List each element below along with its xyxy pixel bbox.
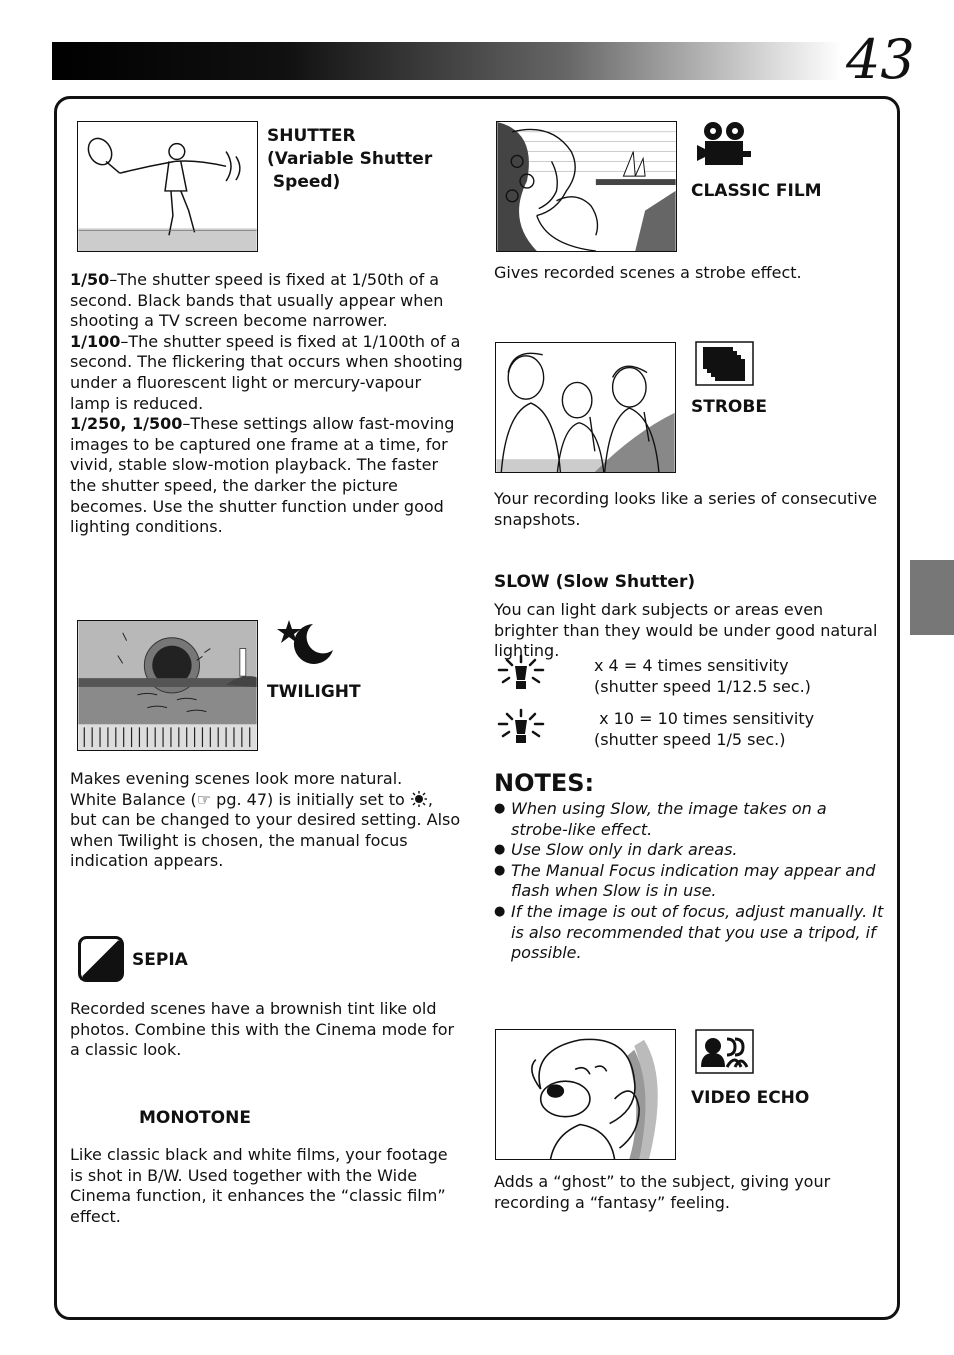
- slow-title: SLOW (Slow Shutter): [494, 572, 696, 592]
- slow-x4-lamp-icon: [497, 654, 545, 694]
- monotone-description: Like classic black and white films, your footage is shot in B/W. Used together with the Wide Cinema function, it enhances the “classic film” effect.: [70, 1145, 448, 1226]
- slow-x10-lamp-icon: [497, 708, 545, 748]
- notes-list: [494, 799, 884, 964]
- sepia-description: Recorded scenes have a brownish tint like old photos. Combine this with the Cinema mode for a classic look.: [70, 999, 455, 1060]
- slow-x10-text: [594, 709, 814, 750]
- notes-title: NOTES:: [494, 769, 595, 797]
- sunset-illustration: [77, 620, 258, 751]
- shutter-title-line1: SHUTTER: [267, 126, 356, 146]
- strobe-description: Your recording looks like a series of consecutive snapshots.: [494, 489, 878, 529]
- slow-x4-text: [594, 656, 811, 697]
- text-fragment: White Balance (: [70, 789, 197, 809]
- setting-label: 1/100: [70, 331, 121, 351]
- slow-x4-sensitivity: x 4 = 4 times sensitivity: [594, 656, 789, 675]
- section-tab: [910, 560, 954, 635]
- twilight-description: [70, 769, 465, 872]
- slow-description: You can light dark subjects or areas even brighter than they would be under good natural lighting.: [494, 600, 878, 661]
- setting-label: 1/50: [70, 270, 110, 289]
- stacked-frames-icon: [695, 341, 754, 386]
- shutter-description: [70, 270, 465, 538]
- page-number: 43: [846, 28, 915, 91]
- moon-star-icon: [275, 618, 335, 668]
- dog-character-illustration: [495, 1029, 676, 1160]
- setting-text: –The shutter speed is fixed at 1/50th of a second. Black bands that usually appear when shooting a TV screen become narrower.: [70, 270, 444, 331]
- twilight-line-2: [70, 790, 465, 811]
- shutter-setting-fast: [70, 414, 465, 538]
- monotone-title: MONOTONE: [139, 1108, 251, 1128]
- sun-icon: [410, 791, 428, 807]
- twilight-line-3: but can be changed to your desired setting. Also when Twilight is chosen, the manual focus indication appears.: [70, 810, 461, 871]
- three-people-illustration: [495, 342, 676, 473]
- strobe-title: STROBE: [691, 397, 767, 417]
- shutter-title-line2: (Variable Shutter: [267, 149, 433, 169]
- note-item: ● The Manual Focus indication may appear and flash when Slow is in use.: [494, 861, 884, 902]
- text-fragment: pg. 47) is initially set to: [211, 789, 410, 809]
- echo-heads-icon: [695, 1029, 754, 1074]
- shutter-title-line3: Speed): [267, 172, 341, 192]
- twilight-line-1: Makes evening scenes look more natural.: [70, 769, 403, 788]
- slow-x10-shutter: (shutter speed 1/5 sec.): [594, 729, 786, 749]
- setting-label: 1/250, 1/500: [70, 414, 183, 434]
- classic-film-title: CLASSIC FILM: [691, 181, 822, 201]
- shutter-setting-1-100: [70, 332, 465, 414]
- text-fragment: ,: [427, 789, 433, 809]
- shutter-setting-1-50: [70, 270, 465, 332]
- setting-text: –The shutter speed is fixed at 1/100th of a second. The flickering that occurs when shooting under a fluorescent light or mercury-vapour lamp is reduced.: [70, 331, 463, 413]
- header-gradient-bar: [52, 42, 842, 80]
- slow-x4-shutter: (shutter speed 1/12.5 sec.): [594, 676, 811, 696]
- sepia-title: SEPIA: [132, 950, 188, 970]
- setting-text: –These settings allow fast-moving images to be captured one frame at a time, for vivid, stable slow-motion playback. The faster the shutter speed, the darker the picture becomes. Use the shutter function under good lighting conditions.: [70, 414, 455, 537]
- classic-film-description: Gives recorded scenes a strobe effect.: [494, 263, 802, 282]
- note-item: ● Use Slow only in dark areas.: [494, 840, 884, 861]
- sepia-icon: [78, 936, 124, 982]
- film-camera-icon: [697, 121, 753, 169]
- tennis-player-illustration: [77, 121, 258, 252]
- shutter-title: [267, 125, 432, 194]
- hand-pointer-icon: ☞: [196, 789, 212, 809]
- note-item: ● If the image is out of focus, adjust manually. It is also recommended that you use a tripod, if possible.: [494, 902, 884, 964]
- note-item: ● When using Slow, the image takes on a strobe-like effect.: [494, 799, 884, 840]
- slow-x10-sensitivity: x 10 = 10 times sensitivity: [594, 709, 815, 728]
- video-echo-description: Adds a “ghost” to the subject, giving your recording a “fantasy” feeling.: [494, 1172, 831, 1212]
- twilight-title: TWILIGHT: [267, 682, 361, 702]
- woman-at-window-illustration: [496, 121, 677, 252]
- video-echo-title: VIDEO ECHO: [691, 1088, 810, 1108]
